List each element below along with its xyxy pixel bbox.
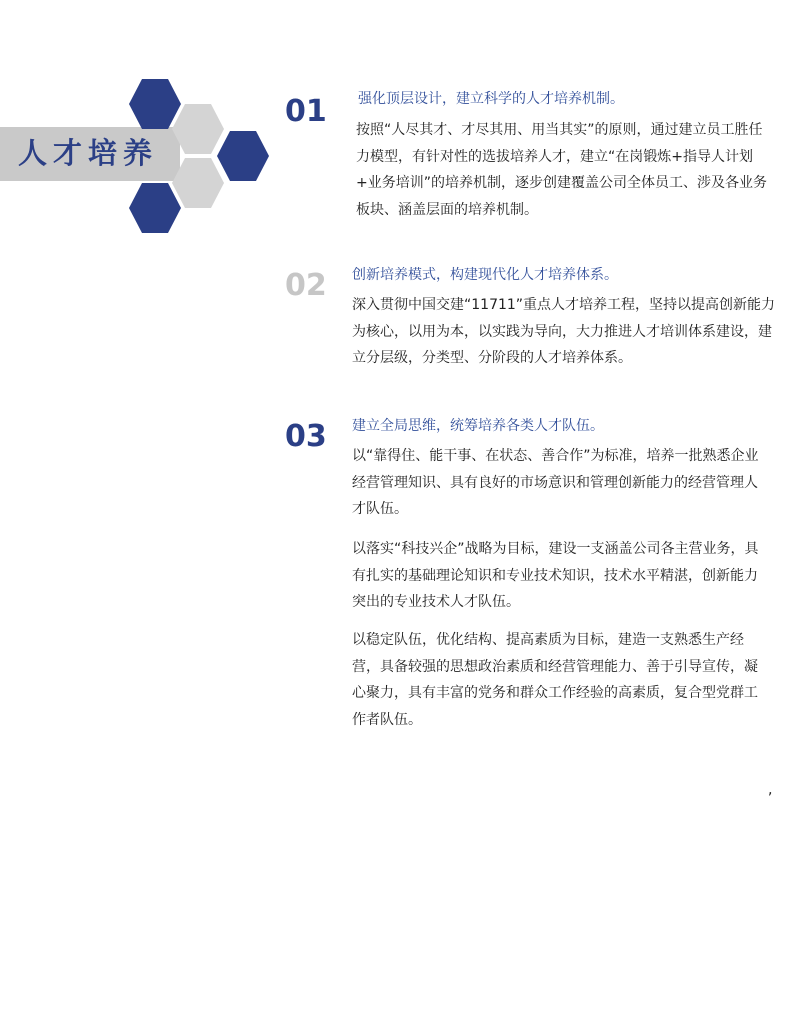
item-paragraph-01: 按照“人尽其才、才尽其用、用当其实”的原则，通过建立员工胜任力模型，有针对性的选拔培养人才，建立“在岗锻炼+指导人计划+业务培训”的培养机制，逐步创建覆盖公司全体员工、涉及各业务板块、涵盖层面的培养机制。 — [356, 122, 767, 218]
hexagon-navy-top — [129, 79, 181, 129]
hexagon-gray-lower — [172, 158, 224, 208]
item-number-02: 02 — [285, 268, 327, 303]
item-paragraph-02: 深入贯彻中国交建“11711”重点人才培养工程，坚持以提高创新能力为核心，以用为本，以实践为导向，大力推进人才培训体系建设，建立分层级，分类型、分阶段的人才培养体系。 — [352, 297, 776, 366]
stray-comma-mark: , — [768, 782, 773, 798]
item-number-01: 01 — [285, 94, 327, 129]
hexagon-cluster-graphic — [0, 0, 300, 260]
item-paragraph-03c: 以稳定队伍，优化结构、提高素质为目标，建造一支熟悉生产经营，具备较强的思想政治素质和经营管理能力、善于引导宣传，凝心聚力，具有丰富的党务和群众工作经验的高素质，复合型党群工作者队伍。 — [352, 632, 758, 728]
hexagon-gray-upper — [172, 104, 224, 154]
item-heading-01: 强化顶层设计，建立科学的人才培养机制。 — [358, 91, 624, 107]
item-paragraph-03a: 以“靠得住、能干事、在状态、善合作”为标准，培养一批熟悉企业经营管理知识、具有良好的市场意识和管理创新能力的经营管理人才队伍。 — [352, 448, 759, 517]
item-paragraph-03b: 以落实“科技兴企”战略为目标，建设一支涵盖公司各主营业务，具有扎实的基础理论知识和专业技术知识，技术水平精湛，创新能力突出的专业技术人才队伍。 — [352, 541, 759, 610]
hexagon-navy-bottom — [129, 183, 181, 233]
item-heading-02: 创新培养模式，构建现代化人才培养体系。 — [352, 267, 618, 283]
hexagon-navy-right — [217, 131, 269, 181]
item-number-03: 03 — [285, 419, 327, 454]
section-title: 人才培养 — [18, 136, 159, 170]
item-heading-03: 建立全局思维，统筹培养各类人才队伍。 — [352, 418, 604, 434]
